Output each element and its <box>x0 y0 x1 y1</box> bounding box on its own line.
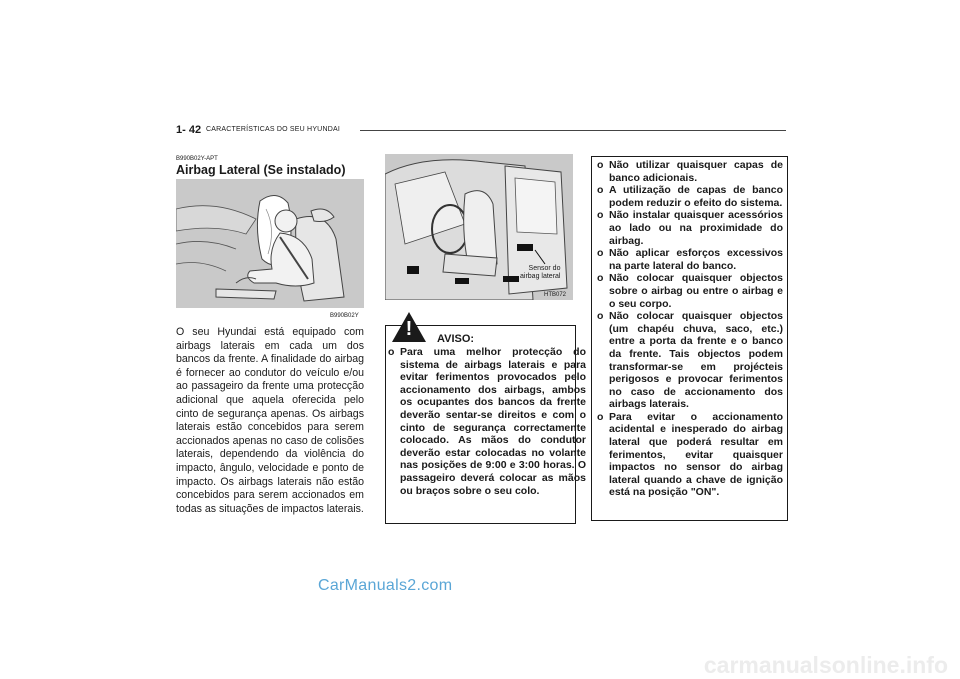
caution-item <box>597 159 783 184</box>
caution-text: Não instalar quaisquer acessórios ao lado ou na proximidade do airbag. <box>609 209 783 247</box>
watermark-link[interactable]: CarManuals2.com <box>318 577 453 594</box>
caution-list <box>591 156 788 521</box>
caution-item <box>597 209 783 247</box>
caution-item <box>597 184 783 209</box>
bullet: o <box>597 159 604 171</box>
bullet: o <box>597 310 604 323</box>
warning-item <box>388 346 586 497</box>
seat-airbag-drawing <box>176 179 364 308</box>
header-rule <box>360 130 786 131</box>
bullet: o <box>597 272 604 285</box>
bullet: o <box>597 247 604 260</box>
footer-watermark: carmanualsonline.info <box>703 652 948 678</box>
bullet: o <box>597 410 604 423</box>
caution-item <box>597 247 783 272</box>
sensor-callout-line1: Sensor do <box>528 265 561 272</box>
caution-text: Não utilizar quaisquer capas de banco adicionais. <box>609 159 783 184</box>
warning-text: Para uma melhor protecção do sistema de airbags laterais e para evitar ferimentos provocados pelo accionamento dos airbags, ambos os ocupantes dos bancos da frente deverão sentar-se direitos e com o cinto de segurança correctamente colocado. As mãos do condutor deverão estar colocadas no volante nas posições de 9:00 e 3:00 horas. O passageiro deverá colocar as mãos ou braços sobre o seu colo. <box>400 346 586 497</box>
seat-airbag-illustration <box>176 179 364 308</box>
caution-item <box>597 272 783 310</box>
body-paragraph: O seu Hyundai está equipado com airbags laterais em cada um dos bancos da frente. A finalidade do airbag é fornecer ao condutor do veículo e/ou ao passageiro da frente uma protecção adicional que aquela oferecida pelo cinto de segurança apenas. Os airbags laterais estão concebidos para serem accionados apenas no caso de colisões laterais, dependendo da violência do impacto, ângulo, velocidade e ponto de impacto. Os airbags laterais não estão concebidos para serem accionados em todas as situações de impactos laterais. <box>176 326 364 515</box>
bullet: o <box>597 209 604 222</box>
caution-item <box>597 411 783 499</box>
sensor-callout-line2: airbag lateral <box>520 273 561 280</box>
exclamation-icon: ! <box>405 318 413 340</box>
caution-text: Não aplicar esforços excessivos na parte lateral do banco. <box>609 247 783 272</box>
page-number: 1- 42 <box>176 124 202 136</box>
section-title: Airbag Lateral (Se instalado) <box>176 163 346 177</box>
caution-item <box>597 310 783 411</box>
figure-code: B990B02Y <box>330 313 359 319</box>
caution-text: Para evitar o accionamento acidental e inesperado do airbag lateral que poderá resultar em ferimentos, evitar quaisquer impactos no sensor do airbag lateral quando a chave de ignição está na posição "ON". <box>609 410 783 499</box>
caution-text: Não colocar quaisquer objectos sobre o airbag ou entre o airbag e o seu corpo. <box>609 272 783 310</box>
running-header: CARACTERÍSTICAS DO SEU HYUNDAI <box>206 126 340 133</box>
caution-text: Não colocar quaisquer objectos (um chapéu chuva, saco, etc.) entre a porta da frente e o banco da frente. Tais objectos podem transformar-se em projécteis perigosos e provocar ferimentos no caso de accionamento dos airbags laterais. <box>609 310 783 411</box>
bullet: o <box>388 346 395 358</box>
warning-title: AVISO: <box>437 333 475 345</box>
bullet: o <box>597 184 604 197</box>
caution-text: A utilização de capas de banco podem reduzir o efeito do sistema. <box>609 184 783 209</box>
section-code: B990B02Y-APT <box>176 156 218 162</box>
sensor-callout <box>520 265 560 281</box>
figure2-code: HTB072 <box>544 292 567 298</box>
